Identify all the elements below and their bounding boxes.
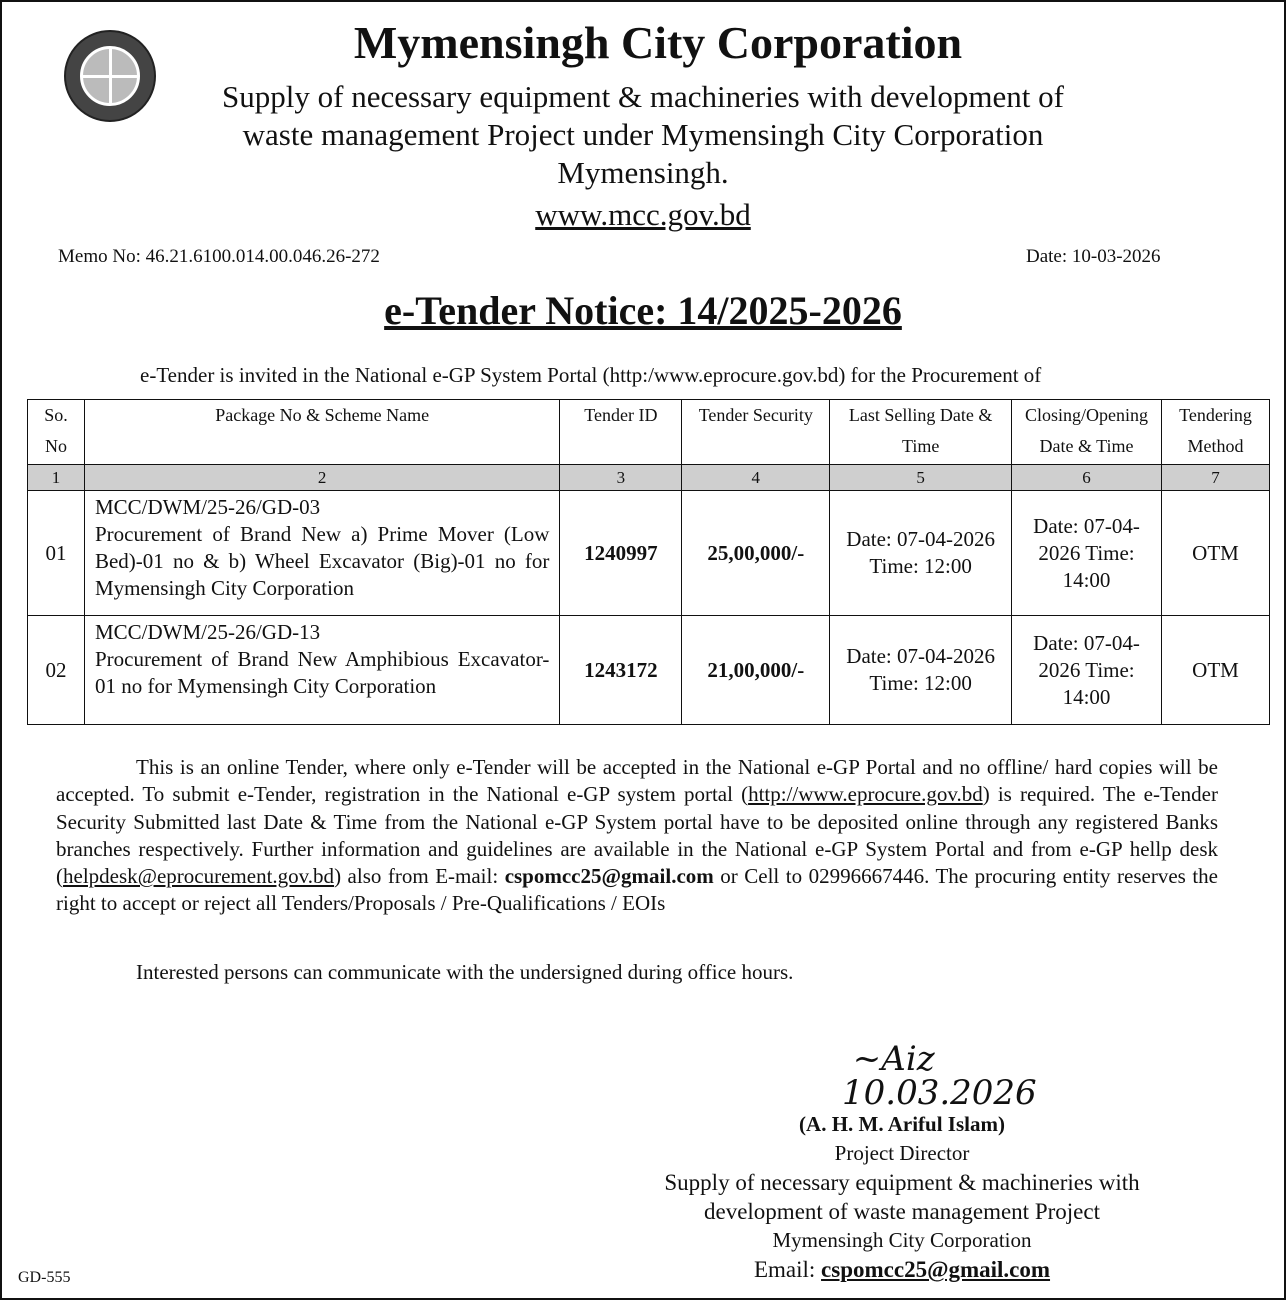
- project-subtitle: [2, 78, 1284, 192]
- helpdesk-email-link[interactable]: helpdesk@eprocurement.gov.bd: [63, 864, 335, 889]
- serial-no: 01: [28, 491, 85, 616]
- instructions-paragraph: [56, 754, 1218, 918]
- package-no: MCC/DWM/25-26/GD-13: [94, 620, 321, 644]
- organization-title: Mymensingh City Corporation: [353, 17, 963, 68]
- signatory-email[interactable]: cspomcc25@gmail.com: [821, 1257, 1051, 1282]
- col-header: So. No: [28, 400, 85, 465]
- handwritten-signature: ~Aiz 10.03.2026: [842, 1039, 1037, 1113]
- signatory-line: Supply of necessary equipment & machineries with: [664, 1170, 1140, 1195]
- table-row: [28, 616, 1270, 725]
- col-number: 6: [1012, 465, 1162, 491]
- text: ) is required. The e-Tender Security Submitted last Date & Time from the National e-GP System portal have to be deposited online through any registered Banks branches respectively. Further information and guidelines are available in the National e-GP System Portal and from e-GP hellp desk (: [56, 782, 1218, 889]
- tender-table: [27, 399, 1270, 725]
- tender-security: 21,00,000/-: [682, 616, 830, 725]
- signature-date: 10.03.2026: [842, 1073, 1037, 1113]
- col-number: 3: [560, 465, 682, 491]
- signatory-designation: Project Director: [834, 1141, 970, 1165]
- col-number: 4: [682, 465, 830, 491]
- memo-number: Memo No: 46.21.6100.014.00.046.26-272: [58, 246, 380, 267]
- scheme-name: Procurement of Brand New Amphibious Excavator-01 no for Mymensingh City Corporation: [94, 647, 550, 698]
- closing-date: Date: 07-04-2026 Time: 14:00: [1012, 491, 1162, 616]
- contact-email[interactable]: cspomcc25@gmail.com: [504, 864, 714, 889]
- tender-security: 25,00,000/-: [682, 491, 830, 616]
- col-header: Tendering Method: [1162, 400, 1270, 465]
- package-cell: [84, 491, 559, 616]
- text: This is an online Tender, where only e-Tender will be accepted in the National e-GP Portal and no offline/ hard copies will be accepted. To submit e-Tender, registration in the National e-GP system portal (: [56, 755, 1218, 807]
- closing-date: Date: 07-04-2026 Time: 14:00: [1012, 616, 1162, 725]
- signatory-line: Mymensingh City Corporation: [772, 1228, 1032, 1252]
- text: ) also from E-mail:: [334, 864, 505, 889]
- package-no: MCC/DWM/25-26/GD-03: [94, 495, 321, 519]
- col-number: 2: [84, 465, 559, 491]
- office-hours-note: Interested persons can communicate with the undersigned during office hours.: [136, 960, 794, 984]
- signatory-block: [602, 1110, 1202, 1284]
- footer-code: GD-555: [18, 1269, 71, 1286]
- eprocure-link[interactable]: http://www.eprocure.gov.bd: [748, 782, 983, 807]
- notice-date: Date: 10-03-2026: [1026, 246, 1161, 267]
- last-selling-date: Date: 07-04-2026 Time: 12:00: [830, 616, 1012, 725]
- col-number: 7: [1162, 465, 1270, 491]
- serial-no: 02: [28, 616, 85, 725]
- last-selling-date: Date: 07-04-2026 Time: 12:00: [830, 491, 1012, 616]
- subtitle-line: Mymensingh.: [557, 155, 729, 190]
- col-header: Tender Security: [682, 400, 830, 465]
- col-number: 1: [28, 465, 85, 491]
- col-header: Tender ID: [560, 400, 682, 465]
- column-number-row: [28, 465, 1270, 491]
- signatory-line: development of waste management Project: [704, 1199, 1100, 1224]
- subtitle-line: waste management Project under Mymensingh City Corporation: [242, 117, 1044, 152]
- package-cell: [84, 616, 559, 725]
- col-number: 5: [830, 465, 1012, 491]
- website-link[interactable]: www.mcc.gov.bd: [535, 197, 751, 232]
- tender-id: 1243172: [560, 616, 682, 725]
- email-label: Email:: [753, 1257, 822, 1282]
- scheme-name: Procurement of Brand New a) Prime Mover (Low Bed)-01 no & b) Wheel Excavator (Big)-01 no for Mymensingh City Corporation: [94, 522, 550, 600]
- col-header: Closing/Opening Date & Time: [1012, 400, 1162, 465]
- tendering-method: OTM: [1162, 491, 1270, 616]
- col-header: Last Selling Date & Time: [830, 400, 1012, 465]
- col-header: Package No & Scheme Name: [84, 400, 559, 465]
- invitation-text: e-Tender is invited in the National e-GP System Portal (http:/www.eprocure.gov.bd) for the Procurement of: [140, 363, 1042, 387]
- table-row: [28, 491, 1270, 616]
- subtitle-line: Supply of necessary equipment & machineries with development of: [222, 79, 1064, 114]
- signatory-name: (A. H. M. Ariful Islam): [799, 1112, 1005, 1136]
- notice-title: e-Tender Notice: 14/2025-2026: [384, 288, 902, 333]
- tendering-method: OTM: [1162, 616, 1270, 725]
- table-header-row: [28, 400, 1270, 465]
- tender-id: 1240997: [560, 491, 682, 616]
- text: or Cell to 02996667446. The procuring entity reserves the right to accept or reject all Tenders/Proposals / Pre-Qualifications / EOIs: [56, 864, 1219, 916]
